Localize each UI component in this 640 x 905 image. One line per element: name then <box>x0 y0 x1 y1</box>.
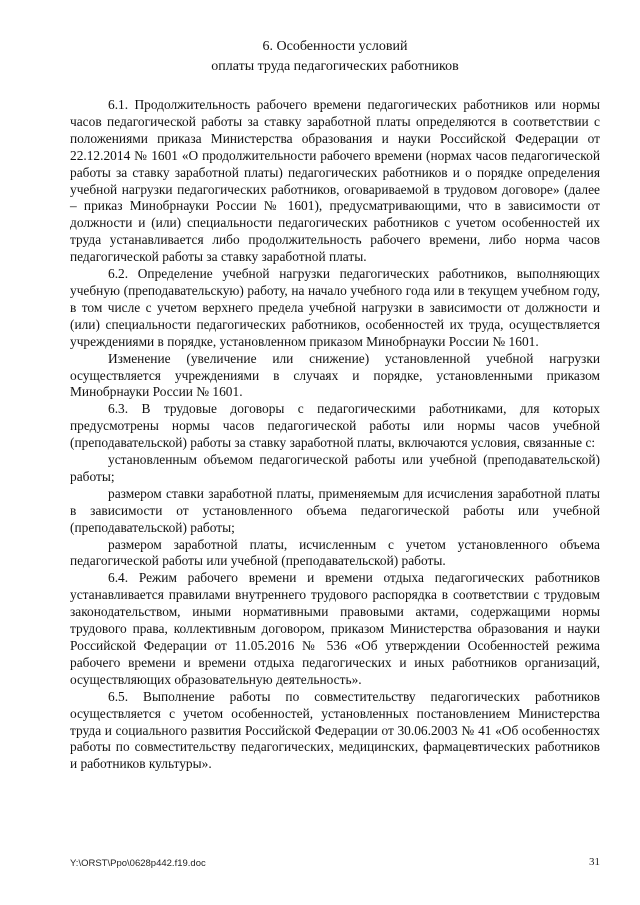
paragraph-6-3-item-2: размером ставки заработной платы, применяемым для исчисления заработной платы в зависимости от установленного объема педагогической работы или учебной (преподавательской) работы; <box>70 485 600 535</box>
page-number: 31 <box>589 856 600 868</box>
paragraph-6-2: 6.2. Определение учебной нагрузки педагогических работников, выполняющих учебную (преподавательскую) работу, на начало учебного года или в текущем учебном году, в том числе с учетом верхнего предела учебной нагрузки в зависимости от должности и (или) специальности педагогических работников, особенностей их труда, осуществляется учреждениями в порядке, установленном приказом Минобрнауки России № 1601. <box>70 266 600 349</box>
paragraph-6-2-change: Изменение (увеличение или снижение) установленной учебной нагрузки осуществляется учреждениями в случаях и порядке, установленными приказом Минобрнауки России № 1601. <box>70 350 600 400</box>
section-title-line-2: оплаты труда педагогических работников <box>211 59 459 74</box>
section-title-line-1: 6. Особенности условий <box>262 39 408 54</box>
paragraph-6-3-item-3: размером заработной платы, исчисленным с учетом установленного объема педагогической работы или учебной (преподавательской) работы. <box>70 536 600 569</box>
paragraph-6-1: 6.1. Продолжительность рабочего времени педагогических работников или нормы часов педагогической работы за ставку заработной платы определяются в соответствии с положениями приказа Министерства образования и науки Российской Федерации от 22.12.2014 № 1601 «О продолжительности рабочего времени (нормах часов педагогической работы за ставку заработной платы) педагогических работников и о порядке определения учебной нагрузки педагогических работников, оговариваемой в трудовом договоре» (далее – приказ Минобрнауки России № 1601), предусматривающими, что в зависимости от должности и (или) специальности педагогических работников с учетом особенностей их труда устанавливается либо продолжительность рабочего времени, либо норма часов педагогической работы за ставку заработной платы. <box>70 97 600 265</box>
footer-file-path: Y:\ORST\Ppo\0628p442.f19.doc <box>70 858 206 869</box>
document-body <box>70 97 600 773</box>
paragraph-6-3: 6.3. В трудовые договоры с педагогическими работниками, для которых предусмотрены нормы часов педагогической работы или нормы часов учебной (преподавательской) работы за ставку заработной платы, включаются условия, связанные с: <box>70 401 600 451</box>
paragraph-6-3-item-1: установленным объемом педагогической работы или учебной (преподавательской) работы; <box>70 452 600 484</box>
paragraph-6-5: 6.5. Выполнение работы по совместительству педагогических работников осуществляется с учетом особенностей, установленных постановлением Министерства труда и социального развития Российской Федерации от 30.06.2003 № 41 «Об особенностях работы по совместительству педагогических, медицинских, фармацевтических работников и работников культуры». <box>70 688 600 772</box>
paragraph-6-4: 6.4. Режим рабочего времени и времени отдыха педагогических работников устанавливается правилами внутреннего трудового распорядка в соответствии с трудовым законодательством, иными нормативными правовыми актами, содержащими нормы трудового права, коллективным договором, приказом Министерства образования и науки Российской Федерации от 11.05.2016 № 536 «Об утверждении Особенностей режима рабочего времени и времени отдыха педагогических и иных работников организаций, осуществляющих образовательную деятельность». <box>70 570 600 687</box>
